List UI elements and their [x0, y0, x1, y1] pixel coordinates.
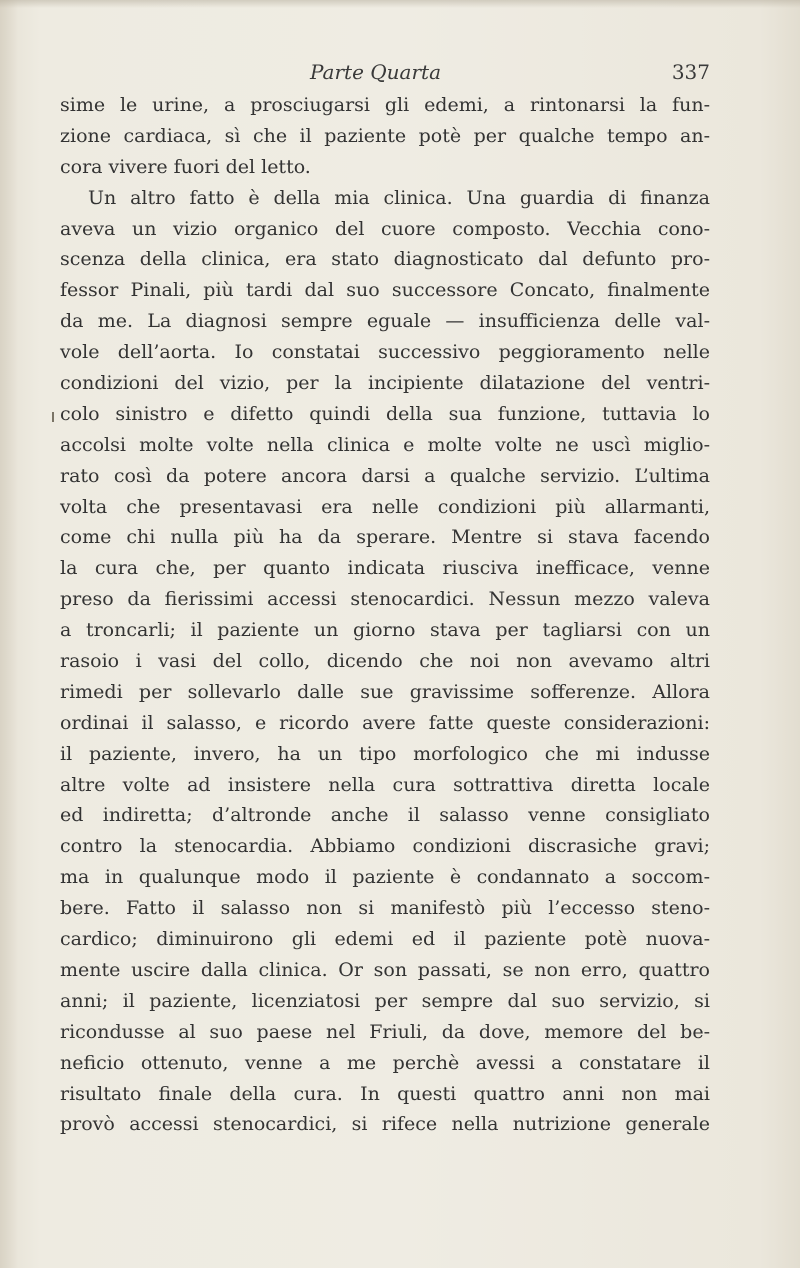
page-top-shadow	[0, 0, 800, 8]
running-title: Parte Quarta	[310, 60, 441, 84]
text-line: cardico; diminuirono gli edemi ed il paziente potè nuova-	[60, 928, 710, 951]
text-line: scenza della clinica, era stato diagnosticato dal defunto pro-	[60, 248, 710, 271]
text-line: rasoio i vasi del collo, dicendo che noi non avevamo altri	[60, 650, 710, 673]
text-line: la cura che, per quanto indicata riusciva inefficace, venne	[60, 557, 710, 580]
text-line: ordinai il salasso, e ricordo avere fatte queste considerazioni:	[60, 711, 710, 734]
text-line: colo sinistro e difetto quindi della sua funzione, tuttavia lo	[60, 402, 710, 425]
text-line: contro la stenocardia. Abbiamo condizioni discrasiche gravi;	[60, 835, 710, 858]
text-line: ricondusse al suo paese nel Friuli, da dove, memore del be-	[60, 1020, 710, 1043]
text-line: ed indiretta; d’altronde anche il salasso venne consigliato	[60, 804, 710, 827]
text-line: risultato finale della cura. In questi quattro anni non mai	[60, 1082, 710, 1105]
running-head	[60, 60, 710, 86]
text-line: sime le urine, a prosciugarsi gli edemi, a rintonarsi la fun-	[60, 94, 710, 116]
text-line: fessor Pinali, più tardi dal suo successore Concato, finalmente	[60, 279, 710, 302]
text-line: provò accessi stenocardici, si rifece nella nutrizione generale	[60, 1113, 710, 1136]
page-number: 337	[671, 60, 710, 84]
text-line: zione cardiaca, sì che il paziente potè per qualche tempo an-	[60, 124, 710, 147]
margin-mark	[52, 412, 54, 422]
text-line: ma in qualunque modo il paziente è condannato a soccom-	[60, 866, 710, 889]
text-line: volta che presentavasi era nelle condizioni più allarmanti,	[60, 495, 710, 518]
text-line: rimedi per sollevarlo dalle sue gravissime sofferenze. Allora	[60, 680, 710, 703]
text-line: altre volte ad insistere nella cura sottrattiva diretta locale	[60, 773, 710, 796]
text-line: accolsi molte volte nella clinica e molte volte ne uscì miglio-	[60, 433, 710, 456]
text-line: cora vivere fuori del letto.	[60, 155, 311, 178]
text-line: mente uscire dalla clinica. Or son passati, se non erro, quattro	[60, 958, 710, 981]
text-line: il paziente, invero, ha un tipo morfologico che mi indusse	[60, 742, 710, 765]
paragraph-first-line: Un altro fatto è della mia clinica. Una guardia di finanza	[88, 186, 710, 209]
text-line: rato così da potere ancora darsi a qualche servizio. L’ultima	[60, 464, 710, 487]
text-line: bere. Fatto il salasso non si manifestò più l’eccesso steno-	[60, 897, 710, 920]
text-line: anni; il paziente, licenziatosi per sempre dal suo servizio, si	[60, 989, 710, 1012]
text-line: preso da fierissimi accessi stenocardici. Nessun mezzo valeva	[60, 588, 710, 611]
text-line: aveva un vizio organico del cuore composto. Vecchia cono-	[60, 217, 710, 240]
text-line: a troncarli; il paziente un giorno stava per tagliarsi con un	[60, 619, 710, 642]
text-line: da me. La diagnosi sempre eguale — insufficienza delle val-	[60, 310, 710, 333]
page-gutter-shadow	[0, 0, 18, 1268]
body-text	[60, 90, 710, 1140]
text-line: condizioni del vizio, per la incipiente dilatazione del ventri-	[60, 372, 710, 395]
text-line: vole dell’aorta. Io constatai successivo peggioramento nelle	[60, 341, 710, 364]
text-line: come chi nulla più ha da sperare. Mentre si stava facendo	[60, 526, 710, 549]
text-line: neficio ottenuto, venne a me perchè avessi a constatare il	[60, 1051, 710, 1074]
